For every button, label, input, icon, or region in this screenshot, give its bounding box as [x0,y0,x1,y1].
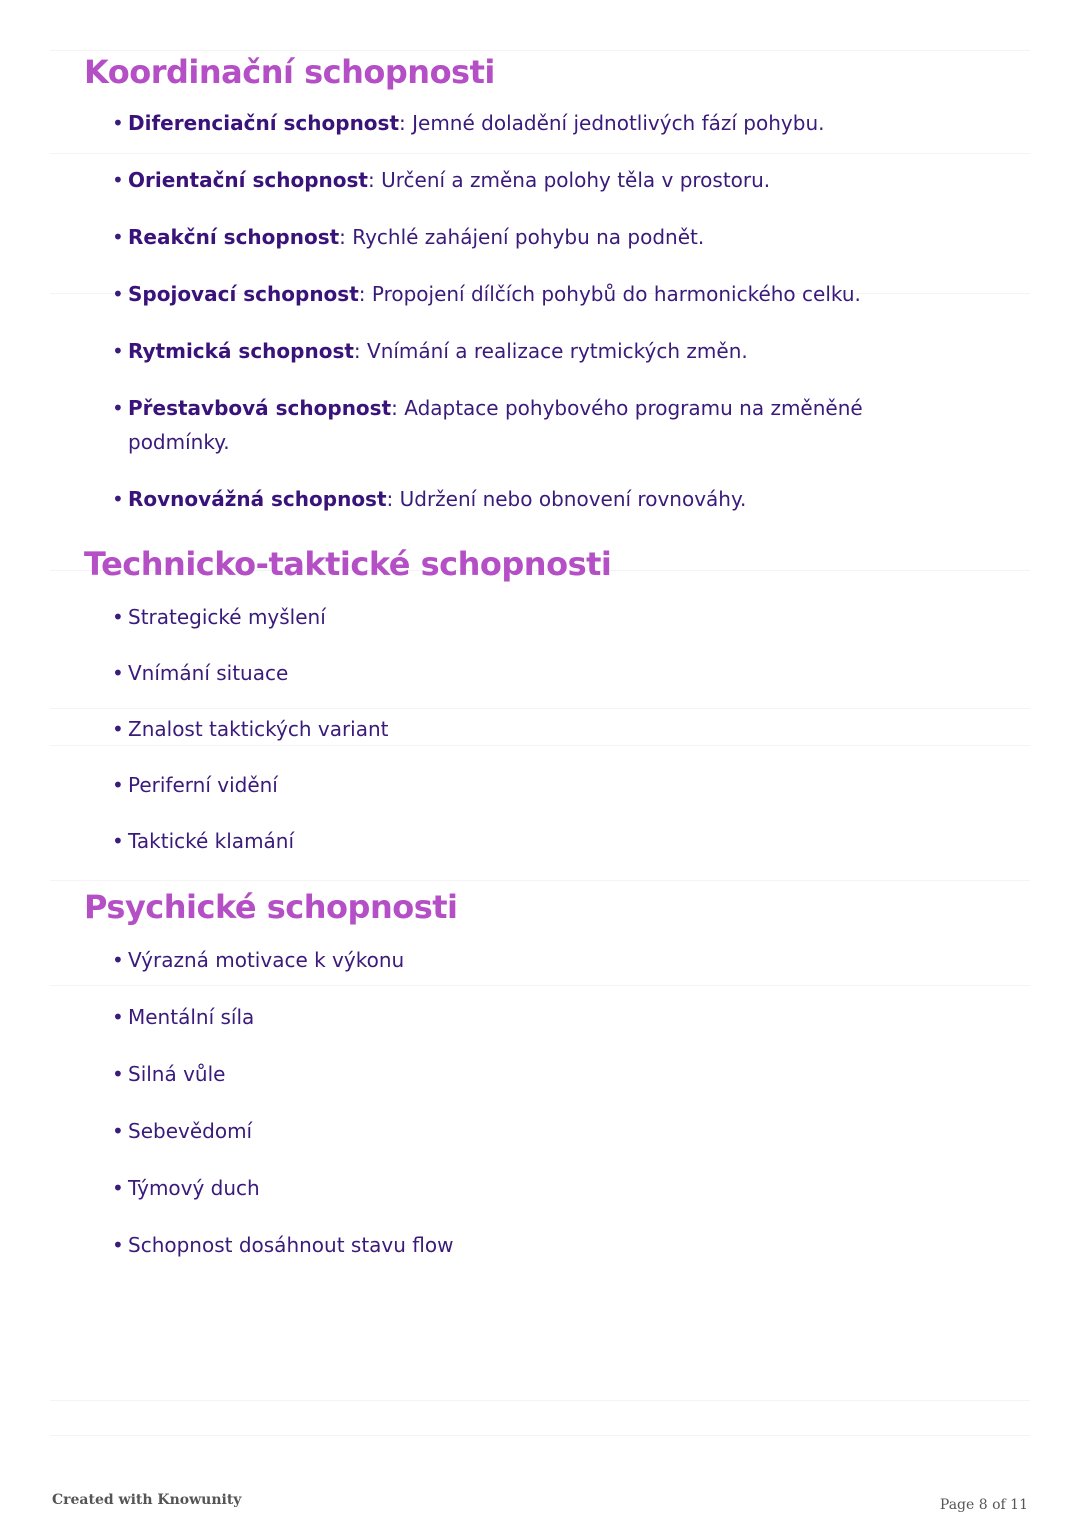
list-item: • Znalost taktických variant [112,712,984,746]
list-item [112,277,984,311]
section-title-technical-tactical: Technicko-taktické schopnosti [84,545,612,583]
footer-created-with: Created with Knowunity [52,1492,242,1508]
item-desc: : Vnímání a realizace rytmických změn. [353,339,748,363]
item-desc: : Jemné doladění jednotlivých fází pohybu. [399,111,825,135]
footer-page-number: Page 8 of 11 [939,1497,1028,1513]
technical-tactical-list [84,600,984,858]
item-term: Rytmická schopnost [128,339,354,363]
list-item [112,391,928,459]
list-item: • Taktické klamání [112,824,984,858]
item-term: Diferenciační schopnost [128,111,400,135]
item-term: Reakční schopnost [128,225,340,249]
list-item: • Mentální síla [112,1000,984,1034]
item-term: Orientační schopnost [128,168,368,192]
list-item: • Vnímání situace [112,656,984,690]
list-item: • Silná vůle [112,1057,984,1091]
list-item [112,163,984,197]
list-item [112,482,984,516]
list-item: • Strategické myšlení [112,600,984,634]
ruled-line [50,1400,1030,1401]
item-desc: : Udržení nebo obnovení rovnováhy. [386,487,747,511]
document-content [84,50,984,1262]
list-item [112,334,984,368]
item-desc: : Rychlé zahájení pohybu na podnět. [339,225,705,249]
item-term: Spojovací schopnost [128,282,359,306]
psychological-list [84,943,984,1262]
ruled-line [50,1435,1030,1436]
section-title-psychological: Psychické schopnosti [84,888,458,926]
list-item: • Týmový duch [112,1171,984,1205]
list-item: • Výrazná motivace k výkonu [112,943,984,977]
coordination-list [84,106,984,516]
list-item: • Schopnost dosáhnout stavu flow [112,1228,984,1262]
list-item: • Periferní vidění [112,768,984,802]
list-item [112,106,984,140]
list-item [112,220,984,254]
item-desc: : Adaptace pohybového programu na změněné podmínky. [128,396,863,454]
section-title-coordination: Koordinační schopnosti [84,53,495,91]
item-term: Přestavbová schopnost [128,396,392,420]
list-item: • Sebevědomí [112,1114,984,1148]
item-desc: : Určení a změna polohy těla v prostoru. [368,168,771,192]
item-term: Rovnovážná schopnost [128,487,387,511]
item-desc: : Propojení dílčích pohybů do harmonického celku. [358,282,861,306]
